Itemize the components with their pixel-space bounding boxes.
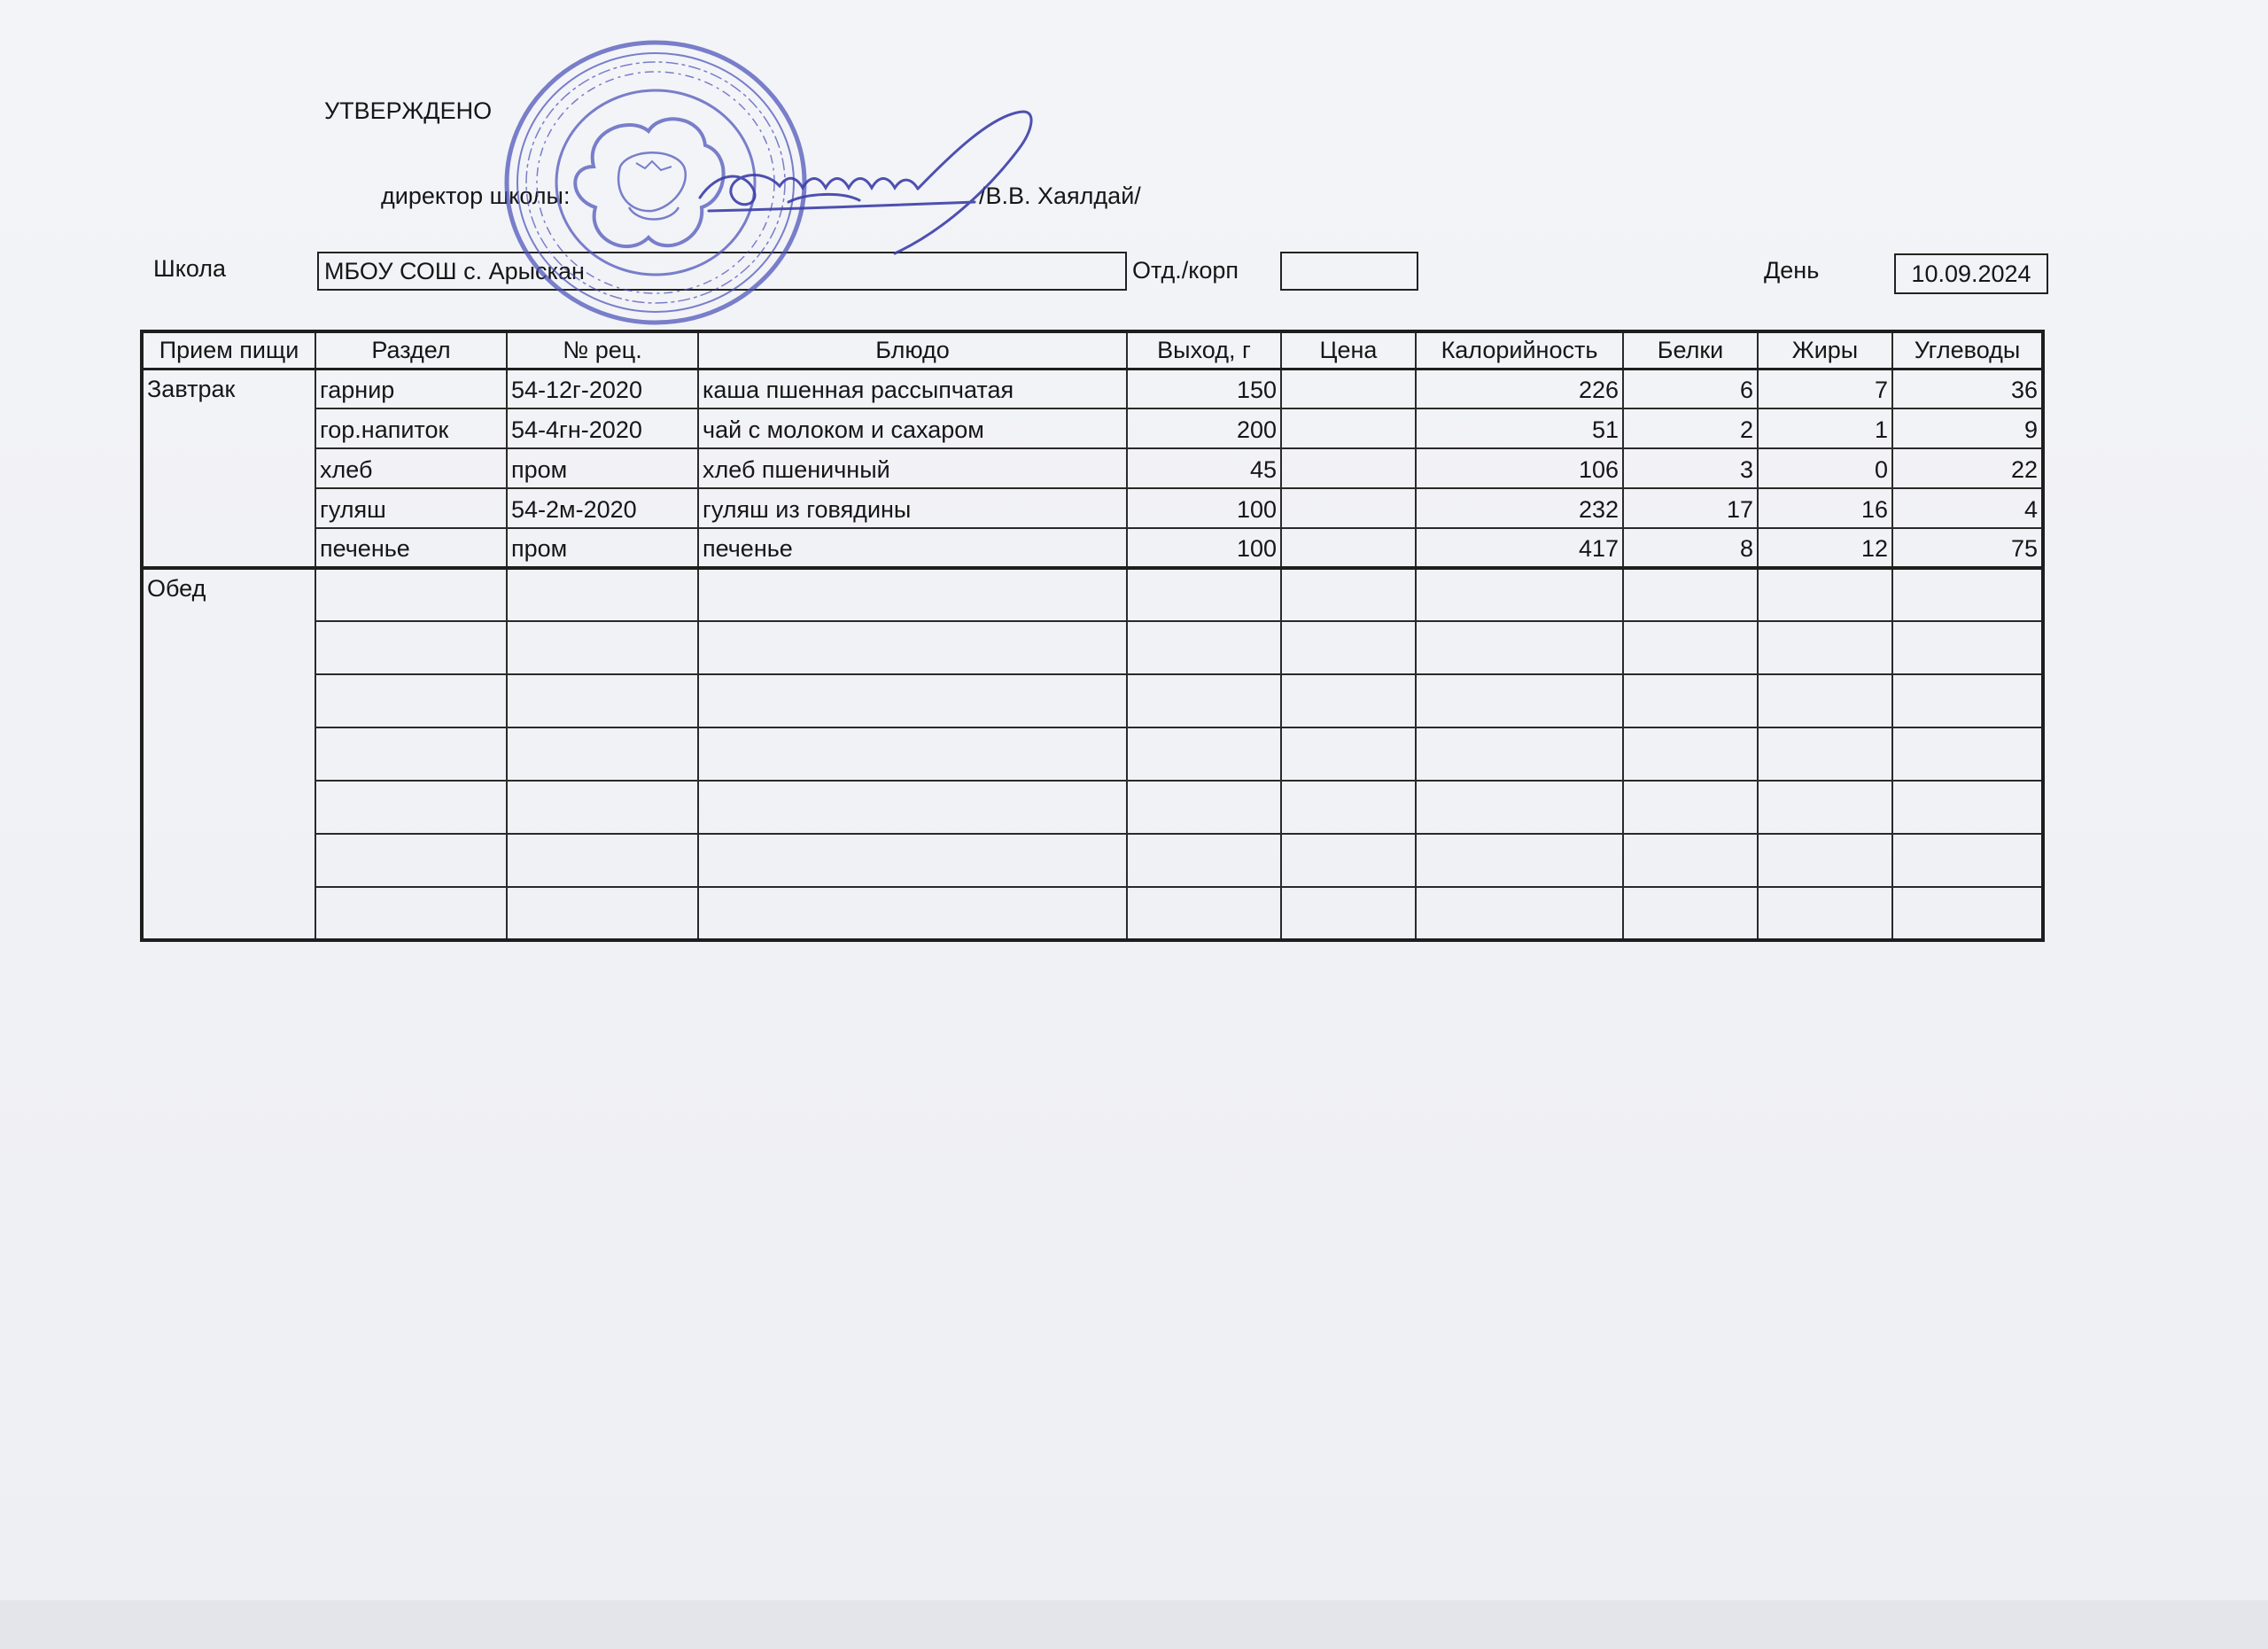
header-proteins: Белки (1623, 331, 1758, 369)
empty-cell (315, 834, 507, 887)
empty-cell (1127, 781, 1281, 834)
empty-cell (1623, 834, 1758, 887)
cell-recipe: 54-2м-2020 (507, 488, 698, 528)
cell-proteins: 2 (1623, 408, 1758, 448)
header-carbs: Углеводы (1892, 331, 2043, 369)
empty-cell (1281, 568, 1416, 621)
cell-proteins: 6 (1623, 369, 1758, 408)
empty-cell (1758, 568, 1892, 621)
header-price: Цена (1281, 331, 1416, 369)
empty-cell (1281, 834, 1416, 887)
cell-recipe: 54-12г-2020 (507, 369, 698, 408)
cell-carbs: 36 (1892, 369, 2043, 408)
empty-cell (698, 781, 1127, 834)
empty-cell (1758, 781, 1892, 834)
cell-fats: 16 (1758, 488, 1892, 528)
header-dish: Блюдо (698, 331, 1127, 369)
cell-fats: 0 (1758, 448, 1892, 488)
cell-price (1281, 488, 1416, 528)
meal-breakfast: Завтрак (142, 369, 315, 568)
empty-cell (1127, 834, 1281, 887)
cell-yield: 100 (1127, 528, 1281, 568)
empty-cell (507, 568, 698, 621)
table-row (142, 727, 2043, 781)
empty-cell (1892, 674, 2043, 727)
table-row (142, 488, 2043, 528)
cell-calories: 51 (1416, 408, 1623, 448)
table-row (142, 887, 2043, 940)
empty-cell (1416, 887, 1623, 940)
cell-recipe: пром (507, 448, 698, 488)
cell-section: гарнир (315, 369, 507, 408)
header-meal: Прием пищи (142, 331, 315, 369)
empty-cell (1758, 727, 1892, 781)
empty-cell (315, 674, 507, 727)
cell-calories: 106 (1416, 448, 1623, 488)
header-fats: Жиры (1758, 331, 1892, 369)
day-label: День (1764, 257, 1820, 284)
table-row (142, 408, 2043, 448)
dept-label: Отд./корп (1132, 257, 1239, 284)
director-label: директор школы: (381, 183, 571, 209)
cell-dish: печенье (698, 528, 1127, 568)
empty-cell (1281, 621, 1416, 674)
empty-cell (1416, 781, 1623, 834)
scan-bottom-edge (0, 1600, 2268, 1649)
cell-fats: 7 (1758, 369, 1892, 408)
empty-cell (507, 834, 698, 887)
menu-table (140, 330, 2045, 942)
empty-cell (1892, 568, 2043, 621)
cell-dish: чай с молоком и сахаром (698, 408, 1127, 448)
header-section: Раздел (315, 331, 507, 369)
cell-price (1281, 528, 1416, 568)
empty-cell (1892, 834, 2043, 887)
day-value: 10.09.2024 (1911, 260, 2031, 287)
empty-cell (1416, 621, 1623, 674)
empty-cell (1758, 834, 1892, 887)
empty-cell (507, 727, 698, 781)
table-header-row (142, 331, 2043, 369)
table-row (142, 834, 2043, 887)
empty-cell (1416, 727, 1623, 781)
empty-cell (507, 621, 698, 674)
cell-calories: 417 (1416, 528, 1623, 568)
cell-price (1281, 369, 1416, 408)
header-recipe: № рец. (507, 331, 698, 369)
empty-cell (1281, 727, 1416, 781)
empty-cell (1416, 568, 1623, 621)
empty-cell (1623, 887, 1758, 940)
meal-lunch: Обед (142, 568, 315, 940)
empty-cell (315, 727, 507, 781)
cell-recipe: 54-4гн-2020 (507, 408, 698, 448)
empty-cell (1892, 727, 2043, 781)
cell-section: гор.напиток (315, 408, 507, 448)
empty-cell (1892, 887, 2043, 940)
empty-cell (507, 781, 698, 834)
empty-cell (1416, 674, 1623, 727)
school-field (317, 252, 1127, 291)
empty-cell (1623, 727, 1758, 781)
empty-cell (1281, 887, 1416, 940)
cell-fats: 1 (1758, 408, 1892, 448)
cell-recipe: пром (507, 528, 698, 568)
empty-cell (1892, 621, 2043, 674)
cell-yield: 100 (1127, 488, 1281, 528)
empty-cell (1127, 887, 1281, 940)
empty-cell (698, 568, 1127, 621)
cell-proteins: 8 (1623, 528, 1758, 568)
cell-dish: гуляш из говядины (698, 488, 1127, 528)
cell-carbs: 4 (1892, 488, 2043, 528)
cell-section: печенье (315, 528, 507, 568)
cell-dish: хлеб пшеничный (698, 448, 1127, 488)
empty-cell (698, 674, 1127, 727)
cell-carbs: 75 (1892, 528, 2043, 568)
header-calories: Калорийность (1416, 331, 1623, 369)
empty-cell (1281, 781, 1416, 834)
empty-cell (315, 621, 507, 674)
empty-cell (507, 887, 698, 940)
empty-cell (698, 887, 1127, 940)
empty-cell (1758, 674, 1892, 727)
empty-cell (315, 568, 507, 621)
empty-cell (315, 781, 507, 834)
header-yield: Выход, г (1127, 331, 1281, 369)
cell-yield: 200 (1127, 408, 1281, 448)
cell-yield: 150 (1127, 369, 1281, 408)
cell-section: гуляш (315, 488, 507, 528)
cell-yield: 45 (1127, 448, 1281, 488)
empty-cell (1127, 674, 1281, 727)
empty-cell (1127, 568, 1281, 621)
day-field (1894, 253, 2048, 294)
cell-carbs: 22 (1892, 448, 2043, 488)
empty-cell (698, 727, 1127, 781)
cell-calories: 226 (1416, 369, 1623, 408)
dept-field (1280, 252, 1418, 291)
school-value: МБОУ СОШ с. Арыскан (324, 257, 585, 284)
approved-label: УТВЕРЖДЕНО (324, 97, 493, 124)
cell-dish: каша пшенная рассыпчатая (698, 369, 1127, 408)
table-row (142, 369, 2043, 408)
table-row (142, 448, 2043, 488)
cell-price (1281, 448, 1416, 488)
empty-cell (1758, 621, 1892, 674)
empty-cell (698, 834, 1127, 887)
director-name: /В.В. Хаялдай/ (979, 183, 1141, 209)
empty-cell (1758, 887, 1892, 940)
table-row (142, 781, 2043, 834)
empty-cell (1281, 674, 1416, 727)
empty-cell (1127, 621, 1281, 674)
cell-proteins: 17 (1623, 488, 1758, 528)
cell-price (1281, 408, 1416, 448)
cell-proteins: 3 (1623, 448, 1758, 488)
empty-cell (1623, 568, 1758, 621)
cell-calories: 232 (1416, 488, 1623, 528)
empty-cell (1623, 621, 1758, 674)
empty-cell (1623, 674, 1758, 727)
empty-cell (315, 887, 507, 940)
table-row (142, 674, 2043, 727)
empty-cell (1623, 781, 1758, 834)
cell-section: хлеб (315, 448, 507, 488)
empty-cell (1416, 834, 1623, 887)
empty-cell (1892, 781, 2043, 834)
empty-cell (1127, 727, 1281, 781)
school-label: Школа (153, 255, 227, 282)
cell-fats: 12 (1758, 528, 1892, 568)
cell-carbs: 9 (1892, 408, 2043, 448)
table-row (142, 621, 2043, 674)
table-row (142, 568, 2043, 621)
empty-cell (698, 621, 1127, 674)
table-row (142, 528, 2043, 568)
empty-cell (507, 674, 698, 727)
